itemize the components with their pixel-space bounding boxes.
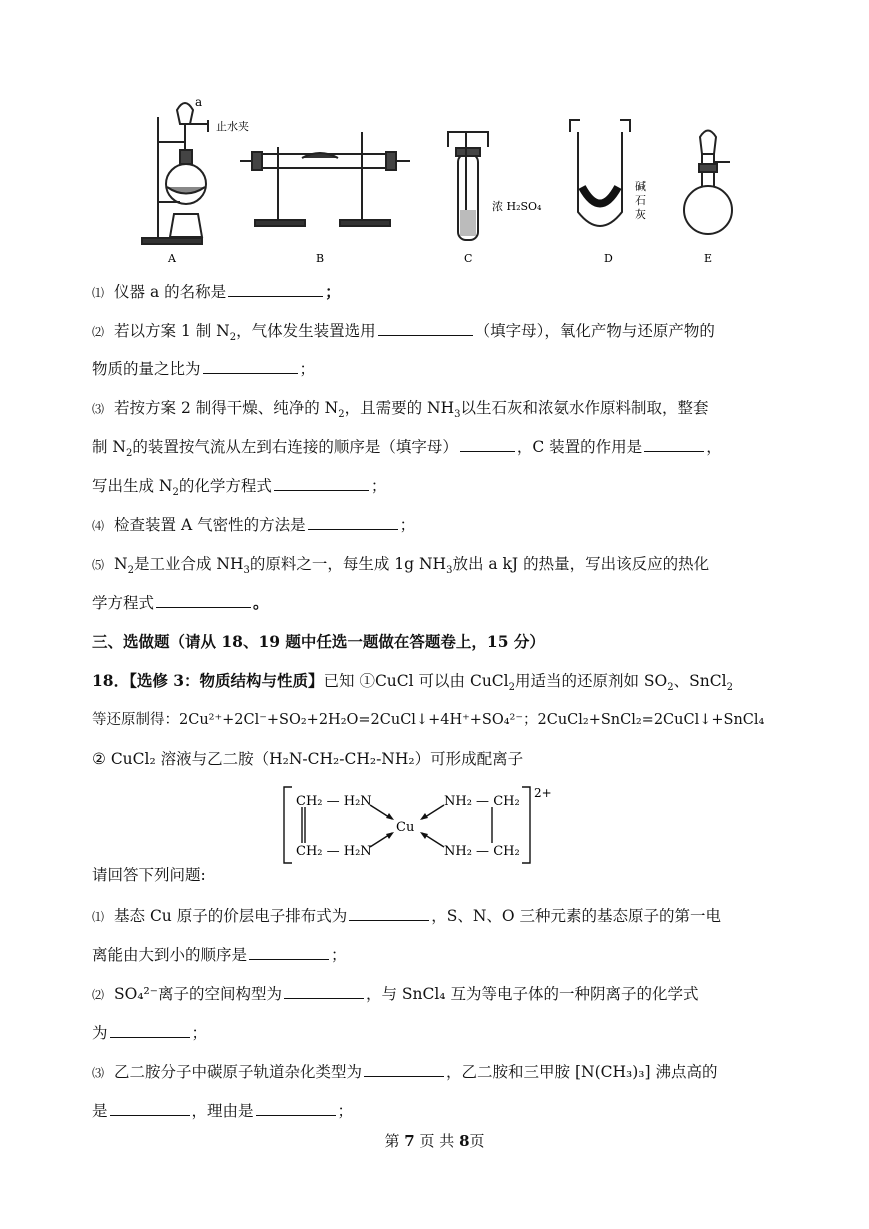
q18-s3-text-d: ，理由是 [191, 1102, 254, 1120]
q2-number: ⑵ [92, 325, 105, 339]
q3-line-3: 写出生成 $N_2$的化学方程式 ； [92, 477, 387, 499]
label-A: A [168, 252, 176, 265]
q3-text-5: 的装置按气流从左到右连接的顺序是（填字母） [132, 438, 458, 456]
q5-text-2: 是工业合成 NH [133, 555, 244, 573]
label-E: E [704, 252, 713, 265]
q18-heading: 18．【选修 3：物质结构与性质】 [92, 671, 324, 690]
q2-text-4: 物质的量之比为 [92, 360, 201, 378]
q3-line-1: ⑶ 若按方案 2 制得干燥、纯净的 $N_2$，且需要的 $NH_3$以生石灰和浓氨水作原料制取，整套 [92, 399, 709, 421]
q3-text-4: 制 N [92, 438, 126, 456]
q18-equation-2: 2CuCl₂+SnCl₂=2CuCl↓+SnCl₄ [537, 712, 765, 728]
q4-number: ⑷ [92, 519, 105, 533]
c-reagent-label: 浓 H₂SO₄ [492, 200, 542, 213]
q18-s2-answer-blank-2[interactable] [110, 1022, 190, 1038]
left-bracket [284, 787, 292, 863]
q18-s2-number: ⑵ [92, 988, 105, 1002]
q4-text: 检查装置 A 气密性的方法是 [114, 516, 306, 534]
c-inlet [448, 132, 488, 147]
q3-answer-blank-3[interactable] [274, 475, 369, 491]
label-C: C [464, 252, 473, 265]
q1-line [92, 281, 792, 304]
a-funnel [177, 103, 193, 124]
complex-left-bottom: CH₂ — H₂N [296, 844, 372, 859]
q3-answer-blank-2[interactable] [644, 436, 704, 452]
q3-text-9: 的化学方程式 [178, 477, 272, 495]
footer-middle: 页 共 [419, 1132, 455, 1150]
q18-s1-line-2 [92, 944, 792, 966]
q2-text-3: （填字母），氧化产物与还原产物的 [474, 322, 715, 340]
a-flask [166, 164, 206, 204]
q18-s2-text-c: 为 [92, 1024, 108, 1042]
q5-text-3: 的原料之一，每生成 1g NH [249, 555, 447, 573]
q18-s3-answer-blank-2[interactable] [110, 1100, 190, 1116]
q18-text-3: 、SnCl [673, 672, 727, 690]
q18-s2-answer-blank-1[interactable] [284, 983, 364, 999]
q5-number: ⑸ [92, 558, 105, 572]
q5-text-1: N [114, 555, 128, 573]
q18-s1-number: ⑴ [92, 910, 105, 924]
q18-s2-text-a: SO₄²⁻离子的空间构型为 [114, 985, 282, 1003]
q18-line-1: 18．【选修 3：物质结构与性质】已知 ①CuCl 可以由 CuCl$_2$用适当的还原剂如 $SO_2$、SnCl$_2$ [92, 671, 733, 694]
q18-s1-text-c: 离能由大到小的顺序是 [92, 946, 248, 964]
q18-s3-answer-blank-3[interactable] [256, 1100, 336, 1116]
q18-s1-answer-blank-2[interactable] [249, 944, 329, 960]
q18-text-1: 已知 ①CuCl 可以由 CuCl [323, 672, 509, 690]
q18-s3-end: ； [337, 1102, 354, 1120]
q1-number: ⑴ [92, 286, 105, 300]
footer-current-page: 7 [404, 1132, 415, 1150]
a-stand-base [142, 238, 202, 244]
q2-answer-blank-1[interactable] [378, 320, 473, 336]
q3-number: ⑶ [92, 402, 105, 416]
page-footer [0, 1130, 869, 1151]
label-B: B [316, 252, 325, 265]
footer-total-pages: 8 [459, 1132, 470, 1150]
e-flask [684, 186, 732, 234]
a-label: a [195, 95, 203, 109]
q18-s3-text-a: 乙二胺分子中碳原子轨道杂化类型为 [114, 1063, 363, 1081]
q3-text-1: 若按方案 2 制得干燥、纯净的 N [114, 399, 339, 417]
q18-eq-intro: 等还原制得： [92, 712, 179, 728]
q18-s2-end: ； [191, 1024, 208, 1042]
q4-end: ； [399, 516, 416, 534]
q1-end: ； [325, 282, 341, 301]
q5-end: 。 [253, 593, 269, 612]
a-burner [170, 214, 202, 237]
q18-line-2 [92, 709, 792, 731]
right-bracket [522, 787, 530, 863]
q18-s3-text-b: ，乙二胺和三甲胺 [N(CH₃)₃] 沸点高的 [446, 1063, 718, 1081]
q4-line [92, 514, 792, 537]
complex-right-bottom: NH₂ — CH₂ [444, 844, 520, 859]
q3-end: ； [370, 477, 387, 495]
q5-text-5: 学方程式 [92, 594, 155, 612]
q18-equation-1: 2Cu²⁺+2Cl⁻+SO₂+2H₂O=2CuCl↓+4H⁺+SO₄²⁻ [179, 712, 523, 728]
q2-line-1: ⑵ 若以方案 1 制 $N_2$，气体发生装置选用 （填字母），氧化产物与还原产物的 [92, 322, 715, 344]
q5-text-4: 放出 a kJ 的热量，写出该反应的热化 [452, 555, 710, 573]
q3-line-2: 制 $N_2$的装置按气流从左到右连接的顺序是（填字母） ，C 装置的作用是 ， [92, 438, 722, 460]
q18-s2-line-1 [92, 983, 792, 1006]
d-label-1: 碱 [635, 180, 646, 193]
q5-answer-blank[interactable] [156, 592, 251, 608]
q3-text-6: ，C 装置的作用是 [516, 438, 643, 456]
label-D: D [604, 252, 613, 265]
q18-s3-answer-blank-1[interactable] [364, 1061, 444, 1077]
complex-charge: 2+ [534, 786, 552, 800]
q18-s3-line-2 [92, 1100, 792, 1122]
q1-answer-blank[interactable] [228, 281, 323, 297]
complex-ion-structure [282, 785, 582, 865]
d-u-tube [578, 132, 622, 226]
q18-s1-line-1 [92, 905, 792, 928]
q18-s3-text-c: 是 [92, 1102, 108, 1120]
q2-line-2 [92, 358, 792, 380]
q18-s1-text-b: ，S、N、O 三种元素的基态原子的第一电 [431, 907, 722, 925]
d-label-3: 灰 [635, 208, 646, 221]
footer-suffix: 页 [469, 1132, 485, 1150]
q18-s2-text-b: ，与 SnCl₄ 互为等电子体的一种阴离子的化学式 [365, 985, 699, 1003]
q1-text: 仪器 a 的名称是 [114, 283, 227, 301]
q18-s1-end: ； [331, 946, 347, 964]
section-3-title: 三、选做题（请从 18、19 题中任选一题做在答题卷上，15 分） [92, 632, 545, 651]
clamp-label: 止水夹 [216, 120, 249, 133]
q3-answer-blank-1[interactable] [460, 436, 515, 452]
q18-s1-text-a: 基态 Cu 原子的价层电子排布式为 [114, 907, 348, 925]
q2-answer-blank-2[interactable] [203, 358, 298, 374]
q3-text-3: 以生石灰和浓氨水作原料制取，整套 [460, 399, 709, 417]
q18-line-3: ② CuCl₂ 溶液与乙二胺（H₂N-CH₂-CH₂-NH₂）可形成配离子 [92, 750, 524, 768]
complex-center-cu: Cu [396, 820, 415, 835]
q3-text-8: 写出生成 N [92, 477, 173, 495]
q18-separator: ； [523, 712, 538, 728]
d-label-2: 石 [635, 194, 646, 207]
q18-s1-answer-blank-1[interactable] [349, 905, 429, 921]
q5-line-2 [92, 592, 792, 614]
q18-prompt: 请回答下列问题: [92, 866, 206, 884]
complex-left-top: CH₂ — H₂N [296, 794, 372, 809]
q3-text-7: ， [706, 438, 722, 456]
q18-s3-number: ⑶ [92, 1066, 105, 1080]
q3-text-2: ，且需要的 NH [344, 399, 455, 417]
q18-text-2: 用适当的还原剂如 SO [515, 672, 668, 690]
q2-end: ； [299, 360, 316, 378]
q18-s2-line-2 [92, 1022, 792, 1044]
q5-line-1: ⑸ $N_2$是工业合成 $NH_3$的原料之一，每生成 1g $NH_3$放出 a kJ 的热量，写出该反应的热化 [92, 555, 710, 577]
apparatus-figure [130, 92, 750, 267]
q2-text-1: 若以方案 1 制 N [114, 322, 230, 340]
q2-text-2: ，气体发生装置选用 [236, 322, 376, 340]
q18-s3-line-1 [92, 1061, 792, 1084]
q4-answer-blank[interactable] [308, 514, 398, 530]
footer-prefix: 第 [384, 1132, 400, 1150]
complex-right-top: NH₂ — CH₂ [444, 794, 520, 809]
